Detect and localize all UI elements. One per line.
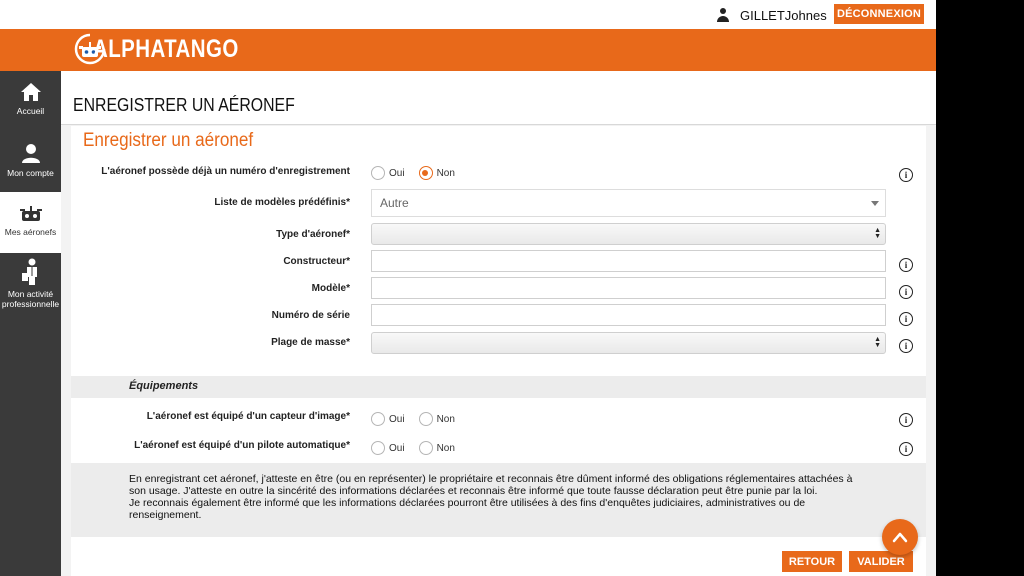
has-registration-yes-radio[interactable] [371, 166, 385, 180]
chevron-down-icon [871, 201, 879, 206]
legal-notice-line: En enregistrant cet aéronef, j'atteste en être (ou en représenter) le propriétaire et reconnais être dûment informé des obligations réglementaires attachées à son usage. J'atteste en outre la sincérité des informations déclarées et reconnais être informé que toute fausse déclaration peut être punie par la loi. [129, 473, 853, 497]
logo[interactable] [73, 31, 271, 67]
image-sensor-label: L'aéronef est équipé d'un capteur d'image* [146, 411, 350, 422]
aircraft-type-label: Type d'aéronef* [276, 229, 350, 240]
predefined-models-select[interactable] [371, 189, 886, 217]
info-icon[interactable]: i [899, 285, 913, 299]
professional-icon [20, 258, 42, 286]
info-icon[interactable]: i [899, 168, 913, 182]
autopilot-radios [371, 441, 469, 455]
legal-notice [71, 463, 926, 537]
model-input[interactable] [371, 277, 886, 299]
home-icon [20, 81, 42, 103]
sidebar-item-accueil[interactable] [0, 81, 61, 133]
updown-icon: ▲ ▼ [874, 227, 881, 240]
sidebar-item-label: Mon compte [7, 168, 54, 178]
info-icon[interactable]: i [899, 413, 913, 427]
submit-button[interactable]: VALIDER [849, 551, 913, 572]
info-icon[interactable]: i [899, 339, 913, 353]
sidebar-item-activite-pro[interactable] [0, 258, 61, 328]
equipment-section-header [71, 376, 926, 398]
aircraft-type-select[interactable] [371, 223, 886, 245]
chevron-up-icon [892, 531, 908, 543]
mass-range-select[interactable] [371, 332, 886, 354]
radio-label: Non [436, 167, 455, 179]
drone-icon [20, 202, 42, 224]
info-icon[interactable]: i [899, 258, 913, 272]
serial-number-input[interactable] [371, 304, 886, 326]
sidebar [0, 71, 61, 576]
manufacturer-input[interactable] [371, 250, 886, 272]
sidebar-item-label: Accueil [16, 106, 45, 116]
equipment-title: Équipements [129, 380, 199, 392]
radio-label: Oui [389, 413, 405, 425]
model-label: Modèle* [311, 283, 350, 294]
user-info [716, 6, 827, 24]
username: GILLETJohnes [740, 7, 827, 23]
has-registration-label: L'aéronef possède déjà un numéro d'enregistrement [101, 166, 350, 177]
updown-icon: ▲ ▼ [874, 336, 881, 349]
manufacturer-label: Constructeur* [283, 256, 350, 267]
image-sensor-yes-radio[interactable] [371, 412, 385, 426]
main-content [61, 126, 936, 576]
info-icon[interactable]: i [899, 442, 913, 456]
scroll-top-button[interactable] [882, 519, 918, 555]
app-header [0, 29, 936, 71]
image-sensor-no-radio[interactable] [419, 412, 433, 426]
page-title-bar [61, 71, 936, 125]
radio-label: Non [436, 442, 455, 454]
has-registration-radios [371, 166, 469, 180]
predefined-models-value: Autre [380, 196, 409, 210]
image-sensor-radios [371, 412, 469, 426]
sidebar-item-mon-compte[interactable] [0, 143, 61, 195]
section-title: Enregistrer un aéronef [83, 130, 254, 151]
logout-button[interactable]: DÉCONNEXION [834, 4, 924, 24]
user-icon [716, 8, 730, 22]
serial-number-label: Numéro de série [271, 310, 350, 321]
predefined-models-label: Liste de modèles prédéfinis* [214, 197, 350, 208]
autopilot-label: L'aéronef est équipé d'un pilote automatique* [134, 440, 350, 451]
back-button[interactable]: RETOUR [782, 551, 842, 572]
radio-label: Oui [389, 442, 405, 454]
autopilot-yes-radio[interactable] [371, 441, 385, 455]
autopilot-no-radio[interactable] [419, 441, 433, 455]
page-title: ENREGISTRER UN AÉRONEF [73, 95, 295, 115]
radio-label: Oui [389, 167, 405, 179]
sidebar-item-label: Mon activité professionnelle [1, 289, 60, 309]
registration-form [71, 126, 926, 576]
sidebar-item-label: Mes aéronefs [4, 227, 57, 237]
radio-label: Non [436, 413, 455, 425]
logo-text: ALPHATANGO [93, 34, 239, 63]
info-icon[interactable]: i [899, 312, 913, 326]
user-icon [20, 143, 42, 165]
legal-notice-line: Je reconnais également être informé que les informations déclarées pourront être utilisées à des fins d'enquêtes judiciaires, administratives ou de renseignement. [129, 497, 806, 521]
mass-range-label: Plage de masse* [271, 337, 350, 348]
has-registration-no-radio[interactable] [419, 166, 433, 180]
screen-edge [936, 0, 1024, 576]
sidebar-item-mes-aeronefs[interactable] [0, 192, 61, 253]
top-bar [0, 0, 936, 29]
